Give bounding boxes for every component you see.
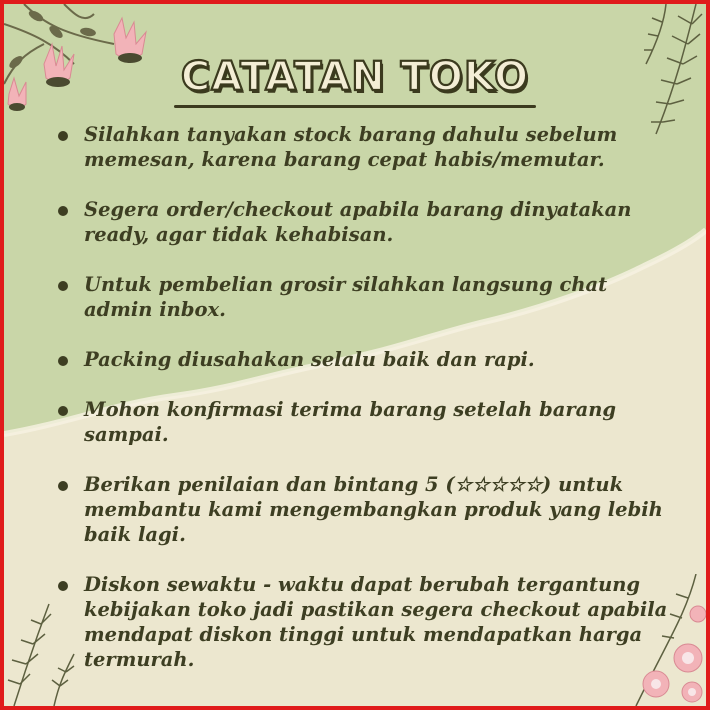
note-text: Berikan penilaian dan bintang 5 (☆☆☆☆☆) untuk membantu kami mengembangkan produk yang lebih baik lagi. — [84, 473, 663, 546]
bullet-icon — [58, 481, 68, 491]
list-item — [56, 572, 681, 672]
bullet-icon — [58, 406, 68, 416]
list-item — [56, 272, 681, 322]
note-text: Untuk pembelian grosir silahkan langsung chat admin inbox. — [84, 273, 608, 321]
note-text: Segera order/checkout apabila barang dinyatakan ready, agar tidak kehabisan. — [84, 198, 632, 246]
bullet-icon — [58, 356, 68, 366]
page-title: CATATAN TOKO — [180, 54, 530, 100]
list-item — [56, 472, 681, 547]
note-text: Diskon sewaktu - waktu dapat berubah tergantung kebijakan toko jadi pastikan segera checkout apabila mendapat diskon tinggi untuk mendapatkan harga termurah. — [84, 573, 668, 671]
list-item — [56, 197, 681, 247]
note-text: Mohon konfirmasi terima barang setelah barang sampai. — [84, 398, 617, 446]
note-text: Silahkan tanyakan stock barang dahulu sebelum memesan, karena barang cepat habis/memutar. — [84, 123, 618, 171]
bullet-icon — [58, 581, 68, 591]
list-item — [56, 397, 681, 447]
notes-list — [56, 122, 681, 672]
list-item — [56, 347, 681, 372]
bullet-icon — [58, 206, 68, 216]
note-text: Packing diusahakan selalu baik dan rapi. — [84, 348, 535, 371]
list-item — [56, 122, 681, 172]
bullet-icon — [58, 281, 68, 291]
title-underline — [174, 105, 536, 108]
bullet-icon — [58, 131, 68, 141]
